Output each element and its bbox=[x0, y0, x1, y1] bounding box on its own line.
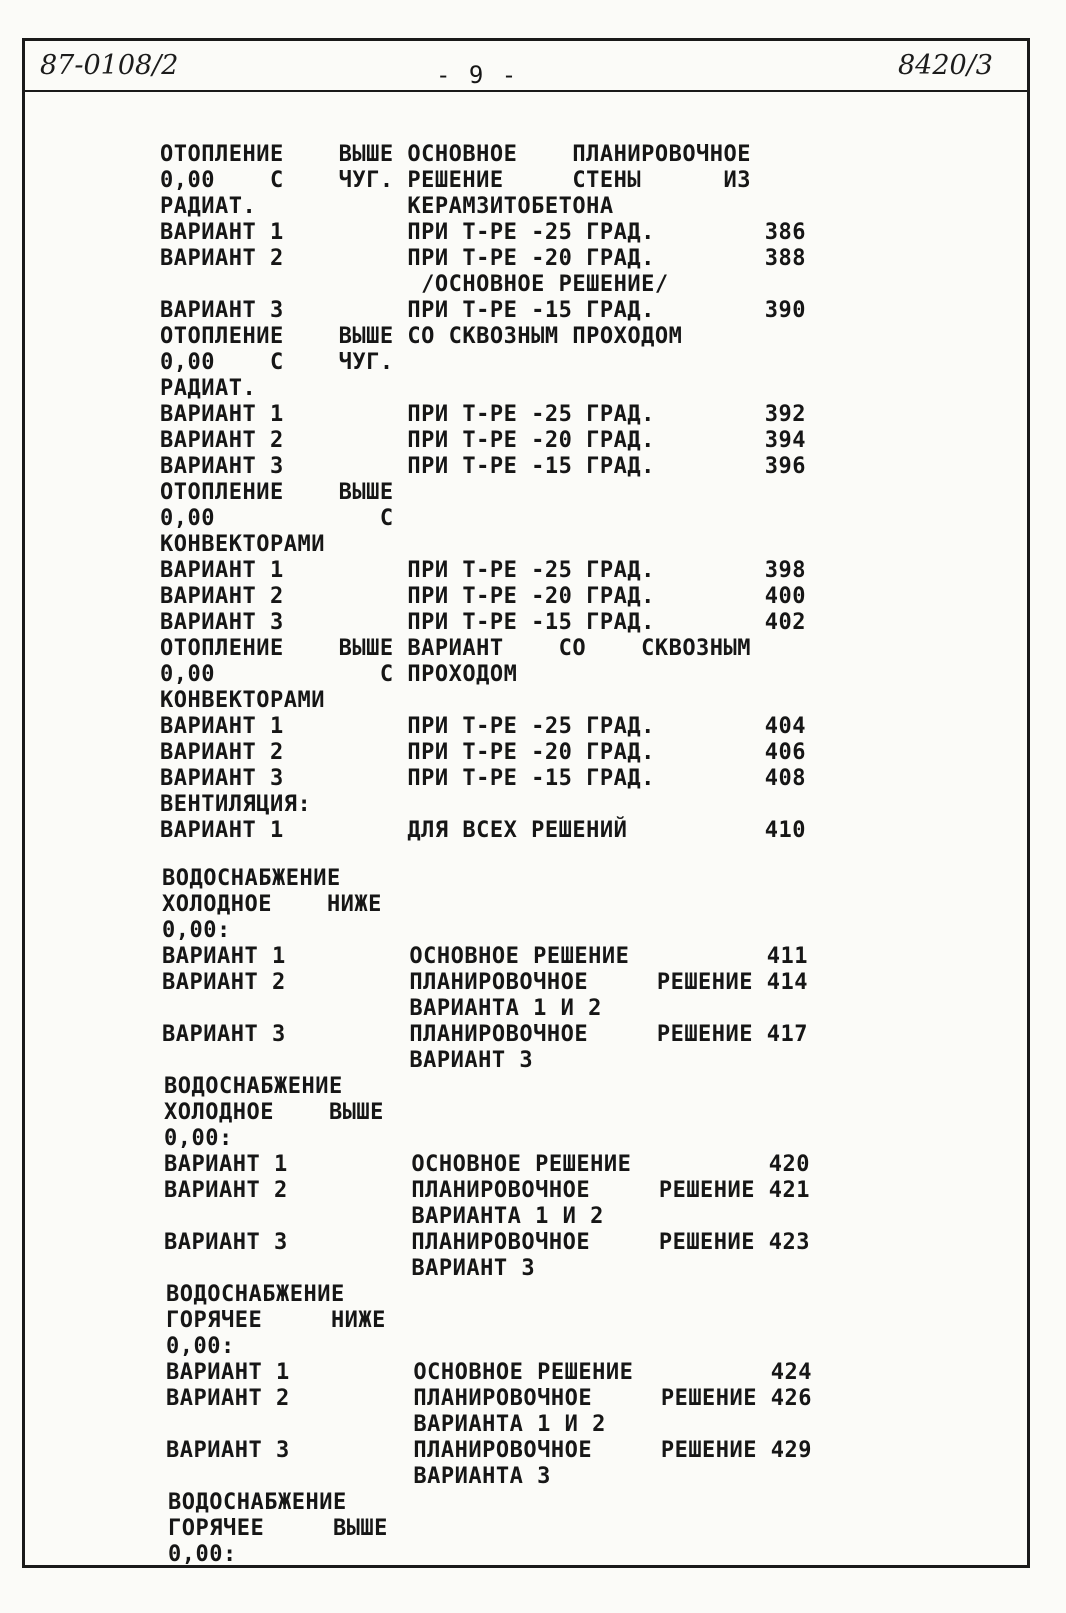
document-line: КОНВЕКТОРАМИ bbox=[160, 532, 325, 557]
document-line: ВАРИАНТ 3 bbox=[164, 1256, 536, 1281]
document-line: ВАРИАНТ 1 ОСНОВНОЕ РЕШЕНИЕ 420 bbox=[164, 1152, 811, 1177]
document-line: ВАРИАНТ 2 ПЛАНИРОВОЧНОЕ РЕШЕНИЕ 414 bbox=[162, 970, 809, 995]
document-line: ВАРИАНТА 1 И 2 bbox=[164, 1204, 604, 1229]
document-line: ВАРИАНТ 2 ПРИ Т-РЕ -20 ГРАД. 388 bbox=[160, 246, 807, 271]
document-line: ОТОПЛЕНИЕ ВЫШЕ bbox=[160, 480, 394, 505]
document-line: 0,00 С bbox=[160, 506, 394, 531]
document-line: РАДИАТ. bbox=[160, 376, 257, 401]
document-line: ВОДОСНАБЖЕНИЕ bbox=[168, 1490, 347, 1515]
document-line: ОТОПЛЕНИЕ ВЫШЕ ОСНОВНОЕ ПЛАНИРОВОЧНОЕ bbox=[160, 142, 752, 167]
document-line: ВАРИАНТ 3 ПЛАНИРОВОЧНОЕ РЕШЕНИЕ 417 bbox=[162, 1022, 809, 1047]
document-line: 0,00: bbox=[164, 1126, 233, 1151]
document-line: ВЕНТИЛЯЦИЯ: bbox=[160, 792, 312, 817]
document-line: ГОРЯЧЕЕ ВЫШЕ bbox=[168, 1516, 388, 1541]
document-line: ВАРИАНТА 1 И 2 bbox=[166, 1412, 606, 1437]
page-number: - 9 - bbox=[436, 61, 519, 89]
document-line: ВАРИАНТ 1 ПРИ Т-РЕ -25 ГРАД. 398 bbox=[160, 558, 807, 583]
document-line: ВАРИАНТ 3 ПРИ Т-РЕ -15 ГРАД. 402 bbox=[160, 610, 807, 635]
document-line: /ОСНОВНОЕ РЕШЕНИЕ/ bbox=[160, 272, 669, 297]
document-line: ВАРИАНТ 3 ПРИ Т-РЕ -15 ГРАД. 396 bbox=[160, 454, 807, 479]
document-line: ВАРИАНТ 3 ПРИ Т-РЕ -15 ГРАД. 408 bbox=[160, 766, 807, 791]
document-line: ВАРИАНТ 3 ПЛАНИРОВОЧНОЕ РЕШЕНИЕ 423 bbox=[164, 1230, 811, 1255]
document-line: ВАРИАНТА 3 bbox=[166, 1464, 551, 1489]
document-line: ВАРИАНТ 2 ПРИ Т-РЕ -20 ГРАД. 400 bbox=[160, 584, 807, 609]
document-line: ВАРИАНТ 2 ПРИ Т-РЕ -20 ГРАД. 394 bbox=[160, 428, 807, 453]
document-line: ВАРИАНТ 2 ПРИ Т-РЕ -20 ГРАД. 406 bbox=[160, 740, 807, 765]
document-line: РАДИАТ. КЕРАМЗИТОБЕТОНА bbox=[160, 194, 614, 219]
document-code: 87-0108/2 bbox=[40, 50, 179, 81]
document-line: 0,00: bbox=[166, 1334, 235, 1359]
document-line: ВАРИАНТ 1 ОСНОВНОЕ РЕШЕНИЕ 424 bbox=[166, 1360, 813, 1385]
document-line: ВАРИАНТ 1 ПРИ Т-РЕ -25 ГРАД. 392 bbox=[160, 402, 807, 427]
sheet-number: 8420/3 bbox=[898, 50, 993, 81]
header-divider bbox=[22, 90, 1030, 92]
document-line: КОНВЕКТОРАМИ bbox=[160, 688, 325, 713]
document-line: ВАРИАНТ 3 ПРИ Т-РЕ -15 ГРАД. 390 bbox=[160, 298, 807, 323]
document-line: ВАРИАНТА 1 И 2 bbox=[162, 996, 602, 1021]
document-line: ОТОПЛЕНИЕ ВЫШЕ ВАРИАНТ СО СКВОЗНЫМ bbox=[160, 636, 752, 661]
document-line: ХОЛОДНОЕ НИЖЕ bbox=[162, 892, 382, 917]
document-line: ВАРИАНТ 1 ОСНОВНОЕ РЕШЕНИЕ 411 bbox=[162, 944, 809, 969]
document-line: 0,00 С ПРОХОДОМ bbox=[160, 662, 518, 687]
document-line: ВОДОСНАБЖЕНИЕ bbox=[164, 1074, 343, 1099]
document-line: ГОРЯЧЕЕ НИЖЕ bbox=[166, 1308, 386, 1333]
document-line: 0,00 С ЧУГ. bbox=[160, 350, 394, 375]
document-line: ВОДОСНАБЖЕНИЕ bbox=[166, 1282, 345, 1307]
document-line: ОТОПЛЕНИЕ ВЫШЕ СО СКВОЗНЫМ ПРОХОДОМ bbox=[160, 324, 683, 349]
document-line: ВАРИАНТ 1 ДЛЯ ВСЕХ РЕШЕНИЙ 410 bbox=[160, 818, 807, 843]
document-line: 0,00: bbox=[162, 918, 231, 943]
document-line: ВАРИАНТ 1 ПРИ Т-РЕ -25 ГРАД. 386 bbox=[160, 220, 807, 245]
document-line: 0,00 С ЧУГ. РЕШЕНИЕ СТЕНЫ ИЗ bbox=[160, 168, 752, 193]
document-line: ХОЛОДНОЕ ВЫШЕ bbox=[164, 1100, 384, 1125]
document-line: ВАРИАНТ 3 ПЛАНИРОВОЧНОЕ РЕШЕНИЕ 429 bbox=[166, 1438, 813, 1463]
document-line: ВАРИАНТ 1 ПРИ Т-РЕ -25 ГРАД. 404 bbox=[160, 714, 807, 739]
document-line: ВАРИАНТ 2 ПЛАНИРОВОЧНОЕ РЕШЕНИЕ 426 bbox=[166, 1386, 813, 1411]
document-line: ВОДОСНАБЖЕНИЕ bbox=[162, 866, 341, 891]
document-line: ВАРИАНТ 2 ПЛАНИРОВОЧНОЕ РЕШЕНИЕ 421 bbox=[164, 1178, 811, 1203]
document-line: ВАРИАНТ 3 bbox=[162, 1048, 534, 1073]
document-line: 0,00: bbox=[168, 1542, 237, 1567]
